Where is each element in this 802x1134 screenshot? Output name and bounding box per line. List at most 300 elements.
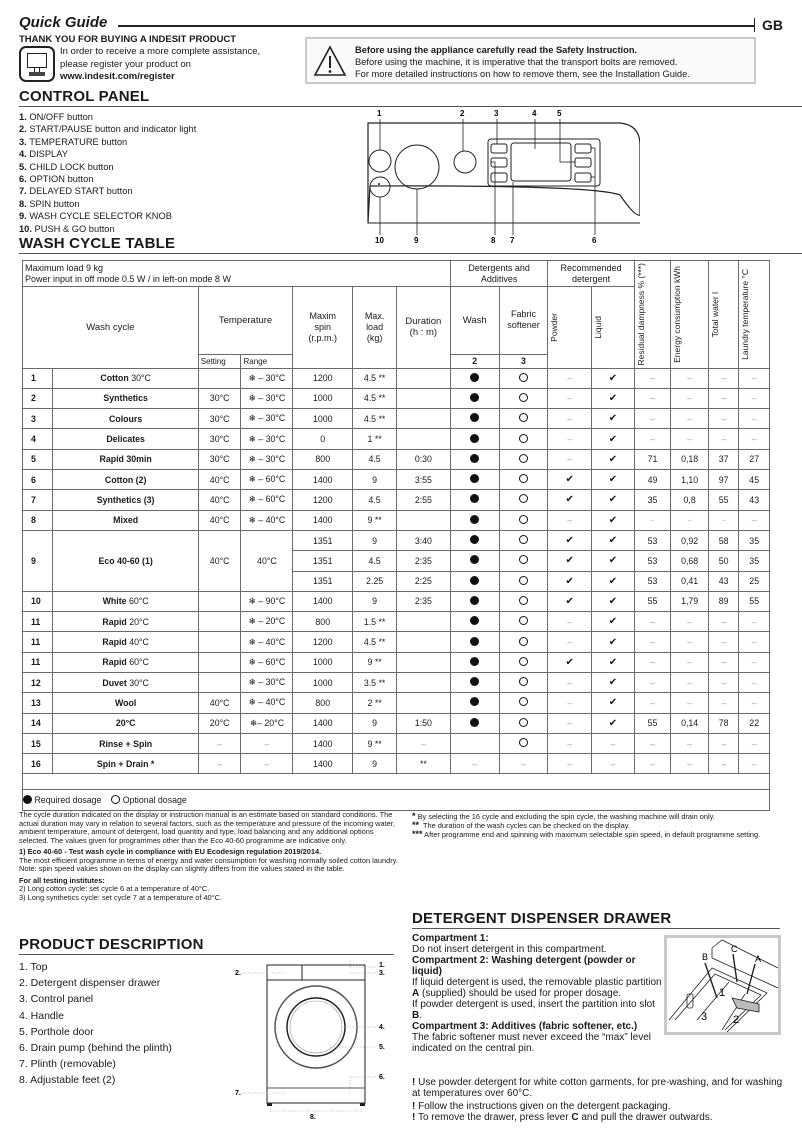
wash-dosage bbox=[450, 591, 499, 611]
liquid: ✔ bbox=[592, 632, 635, 652]
water-header: Total water l bbox=[708, 261, 738, 369]
water: – bbox=[708, 429, 738, 449]
wash-dosage bbox=[450, 429, 499, 449]
temp-range: ❄ – 40°C bbox=[241, 693, 293, 713]
liquid: ✔ bbox=[592, 510, 635, 530]
optional-ring-icon bbox=[519, 535, 528, 544]
required-dot-icon bbox=[470, 697, 479, 706]
list-item: 4. DISPLAY bbox=[19, 149, 68, 160]
max-spin: 1351 bbox=[293, 571, 353, 591]
liquid: ✔ bbox=[592, 652, 635, 672]
temp-setting bbox=[198, 368, 241, 388]
temp-range: ❄– 20°C bbox=[241, 713, 293, 733]
liquid: ✔ bbox=[592, 612, 635, 632]
laundry-temp: – bbox=[739, 612, 770, 632]
max-spin: 1400 bbox=[293, 713, 353, 733]
spin-note: Note: spin speed values shown on the display can slightly differs from the values stated in the table. bbox=[19, 864, 345, 873]
softener-dosage bbox=[499, 368, 548, 388]
laundry-temp: – bbox=[739, 672, 770, 692]
svg-text:2: 2 bbox=[460, 109, 465, 118]
eco-note-title: 1) Eco 40-60 - Test wash cycle in compliance with EU Ecodesign regulation 2019/2014. bbox=[19, 847, 322, 856]
water: - bbox=[708, 510, 738, 530]
required-dot-icon bbox=[470, 393, 479, 402]
temp-setting: 40°C bbox=[198, 470, 241, 490]
svg-text:8.: 8. bbox=[310, 1114, 316, 1121]
laundry-temp: 45 bbox=[739, 470, 770, 490]
energy: – bbox=[671, 632, 709, 652]
powder-header: Powder bbox=[548, 287, 592, 369]
cycle-name: Synthetics (3) bbox=[53, 490, 198, 510]
list-item: 4. Handle bbox=[19, 1009, 64, 1022]
laundry-temp: – bbox=[739, 388, 770, 408]
optional-ring-icon bbox=[519, 434, 528, 443]
temp-setting bbox=[198, 591, 241, 611]
powder: ✔ bbox=[548, 652, 592, 672]
spacer-row bbox=[23, 774, 770, 790]
svg-text:9: 9 bbox=[414, 236, 419, 245]
temp-range: ❄ – 60°C bbox=[241, 652, 293, 672]
max-load: 4.5 ** bbox=[353, 388, 397, 408]
liquid: ✔ bbox=[592, 470, 635, 490]
softener-dosage bbox=[499, 429, 548, 449]
temp-range: ❄ – 40°C bbox=[241, 510, 293, 530]
wash-dosage bbox=[450, 388, 499, 408]
max-spin: 1000 bbox=[293, 409, 353, 429]
control-panel-list bbox=[19, 111, 196, 235]
wash-dosage bbox=[450, 368, 499, 388]
cycle-number: 11 bbox=[23, 612, 53, 632]
water: 78 bbox=[708, 713, 738, 733]
list-item: 7. Plinth (removable) bbox=[19, 1058, 116, 1071]
laundry-temp: – bbox=[739, 652, 770, 672]
max-load: 2.25 bbox=[353, 571, 397, 591]
footnotes bbox=[412, 812, 792, 839]
temp-setting: 30°C bbox=[198, 409, 241, 429]
residual-dampness: 55 bbox=[634, 591, 671, 611]
wash-dosage bbox=[450, 409, 499, 429]
laundry-temp: 27 bbox=[739, 449, 770, 469]
water: – bbox=[708, 612, 738, 632]
max-load: 4.5 bbox=[353, 449, 397, 469]
cycle-name: Delicates bbox=[53, 429, 198, 449]
max-spin: 800 bbox=[293, 449, 353, 469]
temp-range: – bbox=[241, 733, 293, 753]
footnote: * By selecting the 16 cycle and excluding the spin cycle, the washing machine will drain only. bbox=[412, 811, 715, 821]
powder: – bbox=[548, 672, 592, 692]
wash-dosage bbox=[450, 612, 499, 632]
energy: 0,68 bbox=[671, 551, 709, 571]
max-load: 4.5 bbox=[353, 551, 397, 571]
required-dot-icon bbox=[470, 413, 479, 422]
detergent-drawer-image bbox=[664, 935, 781, 1035]
residual-dampness: – bbox=[634, 368, 671, 388]
table-row bbox=[23, 713, 770, 733]
laundry-temp: 22 bbox=[739, 713, 770, 733]
temperature-header: Temperature bbox=[198, 287, 292, 355]
temp-setting: 30°C bbox=[198, 449, 241, 469]
water: – bbox=[708, 754, 738, 774]
liquid: ✔ bbox=[592, 551, 635, 571]
max-spin: 1200 bbox=[293, 632, 353, 652]
list-item: 2. START/PAUSE button and indicator light bbox=[19, 124, 197, 135]
dosage-legend: Required dosage Optional dosage bbox=[23, 790, 635, 810]
table-row bbox=[23, 388, 770, 408]
temp-setting bbox=[198, 632, 241, 652]
powder: – bbox=[548, 713, 592, 733]
powder: ✔ bbox=[548, 551, 592, 571]
liquid: ✔ bbox=[592, 713, 635, 733]
max-load: 9 ** bbox=[353, 510, 397, 530]
register-text: In order to receive a more complete assistance, please register your product on www.indesit.com/register bbox=[60, 46, 261, 82]
optional-ring-icon bbox=[519, 576, 528, 585]
table-row bbox=[23, 510, 770, 530]
table-row bbox=[23, 409, 770, 429]
table-row bbox=[23, 652, 770, 672]
optional-ring-icon bbox=[519, 657, 528, 666]
required-dot-icon bbox=[470, 718, 479, 727]
powder: – bbox=[548, 754, 592, 774]
safety-line-2: Before using the machine, it is imperative that the transport bolts are removed. bbox=[355, 57, 678, 67]
laundry-temp: 43 bbox=[739, 490, 770, 510]
max-load: 9 bbox=[353, 470, 397, 490]
required-dot-icon bbox=[23, 795, 32, 804]
energy: 1,10 bbox=[671, 470, 709, 490]
cycle-number: 2 bbox=[23, 388, 53, 408]
table-row bbox=[23, 449, 770, 469]
energy: – bbox=[671, 409, 709, 429]
list-item: 3. Control panel bbox=[19, 993, 94, 1006]
residual-dampness: – bbox=[634, 612, 671, 632]
max-spin: 1351 bbox=[293, 551, 353, 571]
liquid: ✔ bbox=[592, 449, 635, 469]
detergent-warnings bbox=[412, 1077, 792, 1123]
water: 89 bbox=[708, 591, 738, 611]
max-spin: 1400 bbox=[293, 591, 353, 611]
cycle-name: Rinse + Spin bbox=[53, 733, 198, 753]
residual-dampness: 53 bbox=[634, 530, 671, 550]
residual-dampness: 35 bbox=[634, 490, 671, 510]
laundry-temp: 25 bbox=[739, 571, 770, 591]
wash-dosage bbox=[450, 693, 499, 713]
liquid-header: Liquid bbox=[592, 287, 635, 369]
duration: ** bbox=[396, 754, 450, 774]
wash-cycle-table bbox=[22, 260, 770, 811]
range-header: Range bbox=[241, 354, 293, 368]
energy: – bbox=[671, 733, 709, 753]
institutes-title: For all testing institutes: bbox=[19, 875, 105, 885]
warning-triangle-icon bbox=[313, 45, 347, 77]
optional-ring-icon bbox=[519, 494, 528, 503]
required-dot-icon bbox=[470, 474, 479, 483]
temp-range: ❄ – 60°C bbox=[241, 490, 293, 510]
temp-range: ❄ – 40°C bbox=[241, 632, 293, 652]
warning-note: ! Use powder detergent for white cotton garments, for pre-washing, and for washing at temperatures over 60°C. bbox=[412, 1077, 783, 1099]
svg-text:10: 10 bbox=[375, 236, 384, 245]
liquid: ✔ bbox=[592, 571, 635, 591]
liquid: ✔ bbox=[592, 429, 635, 449]
laundry-temp: – bbox=[739, 693, 770, 713]
svg-text:4: 4 bbox=[532, 109, 537, 118]
header-tick bbox=[754, 18, 755, 32]
liquid: ✔ bbox=[592, 530, 635, 550]
duration bbox=[396, 388, 450, 408]
laundry-temp: – bbox=[739, 754, 770, 774]
liquid: ✔ bbox=[592, 693, 635, 713]
detergent-drawer-text: Compartment 1: Do not insert detergent in this compartment. Compartment 2: Washing detergent (powder or liquid) If liquid detergent is used, the removable plastic partition A (supplied) should be used for proper dosage. If powder detergent is used, insert the partition into slot B. Compartment 3: Additives (fabric softener, etc.) The fabric softener must never exceed the “max” level indicated on the central pin. bbox=[412, 933, 662, 1054]
svg-text:C: C bbox=[731, 944, 738, 954]
optional-ring-icon bbox=[519, 738, 528, 747]
water: – bbox=[708, 652, 738, 672]
table-info-cell: Maximum load 9 kg Power input in off mode 0.5 W / in left-on mode 8 W bbox=[23, 261, 451, 287]
duration bbox=[396, 510, 450, 530]
list-item: 10. PUSH & GO button bbox=[19, 223, 115, 234]
cycle-number: 14 bbox=[23, 713, 53, 733]
required-dot-icon bbox=[470, 454, 479, 463]
duration: 1:50 bbox=[396, 713, 450, 733]
liquid: – bbox=[592, 754, 635, 774]
cycle-name: Synthetics bbox=[53, 388, 198, 408]
softener-dosage bbox=[499, 388, 548, 408]
cycle-number: 5 bbox=[23, 449, 53, 469]
svg-text:5.: 5. bbox=[379, 1044, 385, 1051]
control-panel-title: CONTROL PANEL bbox=[19, 88, 150, 105]
water: 37 bbox=[708, 449, 738, 469]
energy: 0,41 bbox=[671, 571, 709, 591]
footnote: ** The duration of the wash cycles can be checked on the display. bbox=[412, 820, 630, 830]
list-item: 5. Porthole door bbox=[19, 1025, 94, 1038]
residual-dampness: 53 bbox=[634, 571, 671, 591]
warning-note: ! To remove the drawer, press lever C and pull the drawer outwards. bbox=[412, 1112, 713, 1123]
washing-machine-diagram bbox=[230, 955, 400, 1125]
list-item: 1. Top bbox=[19, 961, 48, 973]
max-load: 4.5 bbox=[353, 490, 397, 510]
laundry-temp-header: Laundry temperature °C bbox=[739, 261, 770, 369]
cycle-name: Colours bbox=[53, 409, 198, 429]
residual-dampness: 49 bbox=[634, 470, 671, 490]
cycle-number: 12 bbox=[23, 672, 53, 692]
cycle-name: Rapid 40°C bbox=[53, 632, 198, 652]
institute-note: 3) Long synthetics cycle: set cycle 7 at a temperature of 40°C. bbox=[19, 892, 223, 902]
register-link[interactable]: www.indesit.com/register bbox=[60, 71, 175, 82]
cycle-number: 13 bbox=[23, 693, 53, 713]
required-dot-icon bbox=[470, 677, 479, 686]
powder: – bbox=[548, 510, 592, 530]
max-load: 9 ** bbox=[353, 733, 397, 753]
cycle-number: 6 bbox=[23, 470, 53, 490]
safety-notice bbox=[305, 37, 756, 84]
cycle-name: White 60°C bbox=[53, 591, 198, 611]
optional-ring-icon bbox=[519, 596, 528, 605]
max-load: 9 bbox=[353, 713, 397, 733]
required-dot-icon bbox=[470, 555, 479, 564]
cycle-name: 20°C bbox=[53, 713, 198, 733]
duration-note: The cycle duration indicated on the display or instruction manual is an estimate based on standard conditions. The actual duration may vary in relation to several factors, such as the temperature and pressure of the incoming water, ambient temperature, amount of detergent, load quantity and type, load balancing and any additional options selected. The values given for programmes other than the Eco 40-60 programme are indicative only. bbox=[19, 810, 395, 845]
powder: – bbox=[548, 733, 592, 753]
cycle-name: Duvet 30°C bbox=[53, 672, 198, 692]
svg-text:7.: 7. bbox=[235, 1090, 241, 1097]
softener-dosage bbox=[499, 409, 548, 429]
max-spin: 1200 bbox=[293, 368, 353, 388]
detergent-drawer-title: DETERGENT DISPENSER DRAWER bbox=[412, 910, 672, 927]
table-body bbox=[23, 368, 770, 530]
softener-dosage bbox=[499, 693, 548, 713]
cycle-number: 11 bbox=[23, 632, 53, 652]
duration: 2:25 bbox=[396, 571, 450, 591]
water: 50 bbox=[708, 551, 738, 571]
product-description-list bbox=[19, 959, 172, 1089]
energy-header: Energy consumption kWh bbox=[671, 261, 709, 369]
energy: – bbox=[671, 388, 709, 408]
duration bbox=[396, 409, 450, 429]
required-dot-icon bbox=[470, 657, 479, 666]
temp-range: – bbox=[241, 754, 293, 774]
wash-dosage bbox=[450, 449, 499, 469]
wash-dosage bbox=[450, 733, 499, 753]
duration bbox=[396, 612, 450, 632]
temp-range: ❄ – 20°C bbox=[241, 612, 293, 632]
powder: ✔ bbox=[548, 490, 592, 510]
max-spin: 1400 bbox=[293, 470, 353, 490]
optional-ring-icon bbox=[519, 393, 528, 402]
duration bbox=[396, 429, 450, 449]
max-load-header: Max. load (kg) bbox=[353, 287, 397, 369]
laundry-temp: 35 bbox=[739, 551, 770, 571]
temp-range: ❄ – 30°C bbox=[241, 368, 293, 388]
residual-dampness: 53 bbox=[634, 551, 671, 571]
required-dot-icon bbox=[470, 576, 479, 585]
softener-dosage bbox=[499, 571, 548, 591]
quick-guide-title: Quick Guide bbox=[19, 14, 108, 31]
softener-dosage bbox=[499, 612, 548, 632]
section-rule bbox=[412, 928, 780, 929]
wash-compartment-num: 2 bbox=[450, 354, 499, 368]
laundry-temp: – bbox=[739, 632, 770, 652]
list-item: 1. ON/OFF button bbox=[19, 112, 93, 122]
duration bbox=[396, 693, 450, 713]
temp-range: 40°C bbox=[241, 530, 293, 591]
powder: – bbox=[548, 409, 592, 429]
recommended-header: Recommended detergent bbox=[548, 261, 634, 287]
table-row bbox=[23, 672, 770, 692]
powder: ✔ bbox=[548, 530, 592, 550]
max-spin: 1400 bbox=[293, 754, 353, 774]
max-spin: 800 bbox=[293, 693, 353, 713]
max-spin: 800 bbox=[293, 612, 353, 632]
required-dot-icon bbox=[470, 434, 479, 443]
optional-ring-icon bbox=[519, 413, 528, 422]
duration bbox=[396, 632, 450, 652]
max-load: 1 ** bbox=[353, 429, 397, 449]
optional-ring-icon bbox=[519, 515, 528, 524]
list-item: 6. OPTION button bbox=[19, 174, 94, 185]
softener-dosage bbox=[499, 672, 548, 692]
duration: 2:35 bbox=[396, 591, 450, 611]
residual-dampness: – bbox=[634, 409, 671, 429]
wash-dosage bbox=[450, 713, 499, 733]
list-item: 8. SPIN button bbox=[19, 198, 80, 209]
optional-ring-icon bbox=[519, 373, 528, 382]
table-row bbox=[23, 693, 770, 713]
powder: – bbox=[548, 429, 592, 449]
cycle-number: 7 bbox=[23, 490, 53, 510]
softener-dosage bbox=[499, 449, 548, 469]
softener-dosage bbox=[499, 490, 548, 510]
control-panel-diagram bbox=[355, 105, 640, 245]
energy: – bbox=[671, 754, 709, 774]
svg-text:2.: 2. bbox=[235, 970, 241, 977]
wash-dosage bbox=[450, 632, 499, 652]
temp-setting: – bbox=[198, 754, 241, 774]
cycle-name: Eco 40-60 (1) bbox=[53, 530, 198, 591]
optional-ring-icon bbox=[519, 637, 528, 646]
thank-you-heading: THANK YOU FOR BUYING A INDESIT PRODUCT bbox=[19, 34, 237, 45]
max-load: 2 ** bbox=[353, 693, 397, 713]
max-load: 9 bbox=[353, 530, 397, 550]
laundry-temp: – bbox=[739, 368, 770, 388]
powder: – bbox=[548, 388, 592, 408]
powder: – bbox=[548, 449, 592, 469]
required-dot-icon bbox=[470, 616, 479, 625]
temp-setting: – bbox=[198, 733, 241, 753]
max-load: 9 bbox=[353, 754, 397, 774]
svg-text:B: B bbox=[702, 952, 709, 962]
residual-dampness: – bbox=[634, 672, 671, 692]
duration bbox=[396, 672, 450, 692]
temp-range: ❄ – 30°C bbox=[241, 388, 293, 408]
duration: 3:55 bbox=[396, 470, 450, 490]
optional-ring-icon bbox=[519, 555, 528, 564]
temp-range: ❄ – 30°C bbox=[241, 672, 293, 692]
wash-dosage: – bbox=[450, 754, 499, 774]
svg-text:3: 3 bbox=[701, 1011, 708, 1023]
powder: ✔ bbox=[548, 470, 592, 490]
duration-header: Duration (h : m) bbox=[396, 287, 450, 369]
cycle-number: 15 bbox=[23, 733, 53, 753]
softener-dosage bbox=[499, 733, 548, 753]
safety-heading: Before using the appliance carefully read the Safety Instruction. bbox=[355, 45, 638, 55]
energy: 0,18 bbox=[671, 449, 709, 469]
water: – bbox=[708, 733, 738, 753]
laundry-temp: – bbox=[739, 733, 770, 753]
residual-dampness: – bbox=[634, 693, 671, 713]
max-load: 3.5 ** bbox=[353, 672, 397, 692]
svg-text:6.: 6. bbox=[379, 1074, 385, 1081]
svg-text:6: 6 bbox=[592, 236, 597, 245]
table-row bbox=[23, 632, 770, 652]
list-item: 8. Adjustable feet (2) bbox=[19, 1074, 116, 1087]
water: – bbox=[708, 632, 738, 652]
max-spin: 1351 bbox=[293, 530, 353, 550]
eco-rows bbox=[23, 530, 770, 591]
wash-dosage bbox=[450, 652, 499, 672]
cycle-number: 11 bbox=[23, 652, 53, 672]
temp-setting: 20°C bbox=[198, 713, 241, 733]
duration bbox=[396, 652, 450, 672]
section-rule bbox=[19, 253, 802, 254]
cycle-name: Wool bbox=[53, 693, 198, 713]
temp-setting: 30°C bbox=[198, 429, 241, 449]
energy: – bbox=[671, 612, 709, 632]
cycle-name: Mixed bbox=[53, 510, 198, 530]
svg-text:3.: 3. bbox=[379, 970, 385, 977]
laundry-temp: – bbox=[739, 510, 770, 530]
required-dot-icon bbox=[470, 535, 479, 544]
water: 58 bbox=[708, 530, 738, 550]
residual-dampness: – bbox=[634, 733, 671, 753]
softener-dosage bbox=[499, 591, 548, 611]
eco-note-text: The most efficient programme in terms of energy and water consumption for washing normally soiled cotton laundry. bbox=[19, 855, 398, 865]
softener-dosage bbox=[499, 713, 548, 733]
